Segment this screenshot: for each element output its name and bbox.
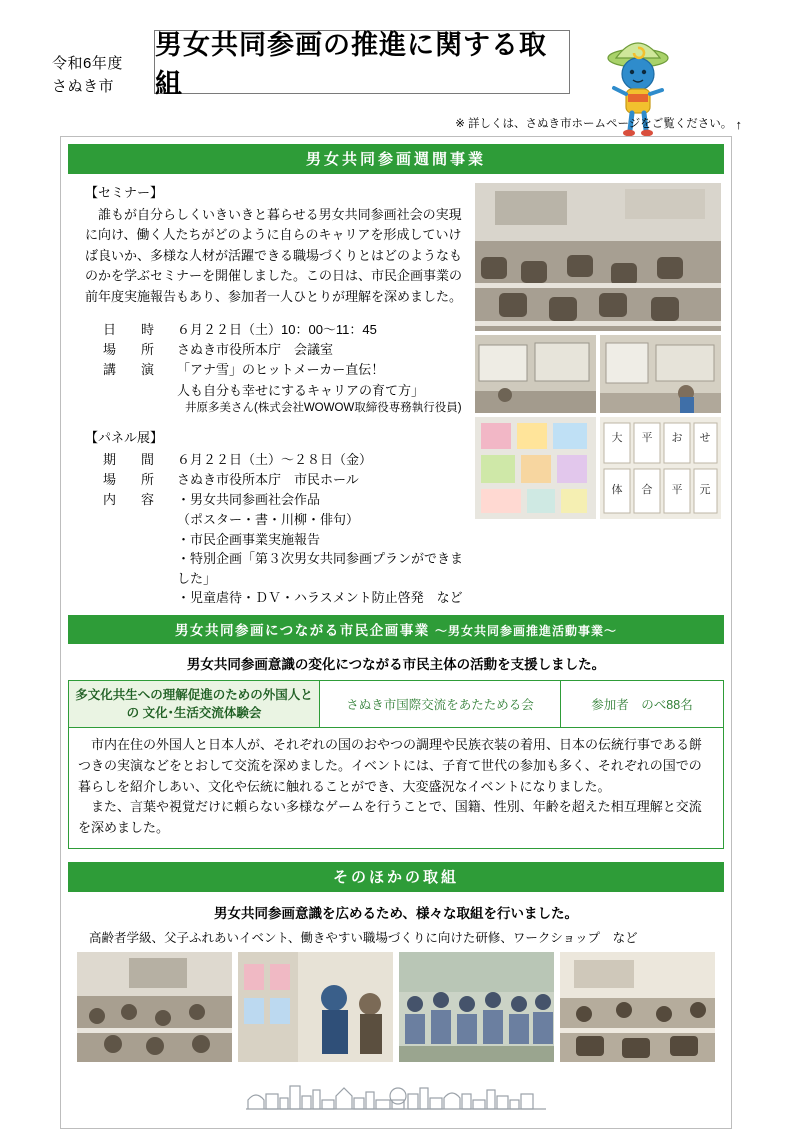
svg-text:せ: せ [699, 431, 711, 444]
era-block [52, 30, 150, 99]
page-title-box [154, 30, 570, 99]
svg-text:平: 平 [641, 431, 653, 444]
svg-text:体: 体 [611, 483, 623, 496]
panel-item-4: ・児童虐待・ＤＶ・ハラスメント防止啓発 など [177, 590, 463, 606]
city-name: さぬき市 [52, 78, 115, 96]
section-1-text [71, 183, 469, 608]
panel-content-value: ・男女共同参画社会作品 [177, 492, 321, 508]
citizen-project-table [68, 680, 724, 849]
panel-photo-row [475, 335, 721, 413]
table-row-header [69, 680, 724, 727]
table-row-body [69, 728, 724, 849]
panel-content-row [103, 490, 469, 510]
seminar-lecture-line2: 人も自分も幸せにするキャリアの育て方」 [177, 382, 425, 398]
parent-child-event-photo [238, 952, 393, 1062]
seminar-datetime-row [103, 320, 469, 340]
senior-class-photo [77, 952, 232, 1062]
content-frame [60, 136, 732, 1129]
seminar-heading: 【セミナー】 [85, 185, 164, 200]
city-skyline-icon [67, 1062, 725, 1120]
svg-text:平: 平 [671, 483, 683, 496]
seminar-description: 誰もが自分らしくいきいきと暮らせる男女共同参画社会の実現に向け、働く人たちがどのように自らのキャリアを形成していけば良いか、多様な人材が活躍できる職場づくりとはどのようなものかを学ぶセミナーを開催しました。この日は、市民企画事業の前年度実施報告もあり、参加者一人ひとりが理解を深めました。 [85, 206, 463, 304]
up-arrow-icon: ↑ [735, 117, 742, 132]
section-1-title: 男女共同参画週間事業 [67, 143, 725, 175]
panel-place-value: さぬき市役所本庁 市民ホール [177, 472, 359, 488]
seminar-datetime-key: 日 時 [103, 322, 161, 338]
section-2-title-main: 男女共同参画につながる市民企画事業 [174, 622, 430, 638]
panel-exhibit-photo-left [475, 335, 596, 413]
panel-item-2: ・市民企画事業実施報告 [177, 531, 321, 547]
panel-period-value: ６月２２日（土）～２８日（金） [177, 451, 373, 467]
group-photo [399, 952, 554, 1062]
section-2-lead: 男女共同参画意識の変化につながる市民主体の活動を支援しました。 [186, 656, 606, 672]
project-title-cell: 多文化共生への理解促進のための外国人との 文化･生活交流体験会 [69, 680, 320, 727]
seminar-place-row [103, 340, 469, 360]
seminar-room-photo [475, 183, 721, 331]
seminar-place-key: 場 所 [103, 342, 161, 358]
organizer-cell: さぬき市国際交流をあたためる会 [320, 680, 561, 727]
svg-text:合: 合 [641, 483, 653, 496]
seminar-datetime-value: ６月２２日（土）10：00～11：45 [177, 322, 377, 338]
section-2-title [67, 614, 725, 645]
seminar-place-value: さぬき市役所本庁 会議室 [177, 342, 334, 358]
section-1-photos [469, 183, 721, 608]
page-title: 男女共同参画の推進に関する取組 [155, 30, 547, 99]
website-note [455, 115, 742, 131]
panel-period-row [103, 450, 469, 470]
participants-cell: 参加者 のべ88名 [561, 680, 724, 727]
panel-item-3: ・特別企画「第３次男女共同参画プランができました」 [177, 551, 464, 586]
panel-place-row [103, 470, 469, 490]
poster-display-photo [475, 417, 596, 519]
seminar-lecture-value: 「アナ雪」のヒットメーカー直伝！ [177, 362, 385, 378]
panel-item-1: （ポスター・書・川柳・俳句） [177, 512, 360, 528]
svg-text:元: 元 [699, 483, 711, 496]
panel-heading: 【パネル展】 [85, 430, 164, 446]
era-year: 令和6年度 [52, 55, 123, 72]
display-photo-row [475, 417, 721, 519]
section-2-title-sub: ～男女共同参画推進活動事業～ [434, 623, 617, 638]
project-description-p1: 市内在住の外国人と日本人が、それぞれの国のおやつの調理や民族衣装の着用、日本の伝統行事である餅つきの実演などをとおして交流を深めました。イベントには、子育て世代の参加も多く、それぞれの国での暮らしを紹介しあい、文化や伝統に触れることができ、大変盛況なイベントになりました。 [78, 737, 703, 794]
website-note-text: ※ 詳しくは、さぬき市ホームページをご覧ください。 [455, 118, 733, 130]
panel-period-key: 期 間 [103, 451, 161, 467]
section-3-sub: 高齢者学級、父子ふれあいイベント、働きやすい職場づくりに向けた研修、ワークショップ など [89, 931, 638, 946]
section-1-body [67, 175, 725, 614]
workshop-photo [560, 952, 715, 1062]
svg-text:大: 大 [611, 431, 623, 444]
section-3-lead: 男女共同参画意識を広めるため、様々な取組を行いました。 [214, 906, 578, 922]
seminar-lecture-key: 講 演 [103, 362, 161, 378]
project-description-cell [69, 728, 724, 849]
calligraphy-display-photo [600, 417, 721, 519]
panel-place-key: 場 所 [103, 472, 161, 488]
seminar-lecturer: 井原多美さん(株式会社WOWOW取締役専務執行役員) [185, 402, 462, 415]
seminar-lecture-row [103, 360, 469, 380]
panel-content-key: 内 容 [103, 492, 161, 508]
section-3-photos [67, 952, 725, 1062]
panel-exhibit-photo-right [600, 335, 721, 413]
project-description-p2: また、言葉や視覚だけに頼らない多様なゲームを行うことで、国籍、性別、年齢を超えた相互理解と交流を深めました。 [78, 799, 702, 836]
svg-text:お: お [671, 431, 683, 444]
section-3-title: そのほかの取組 [67, 861, 725, 893]
